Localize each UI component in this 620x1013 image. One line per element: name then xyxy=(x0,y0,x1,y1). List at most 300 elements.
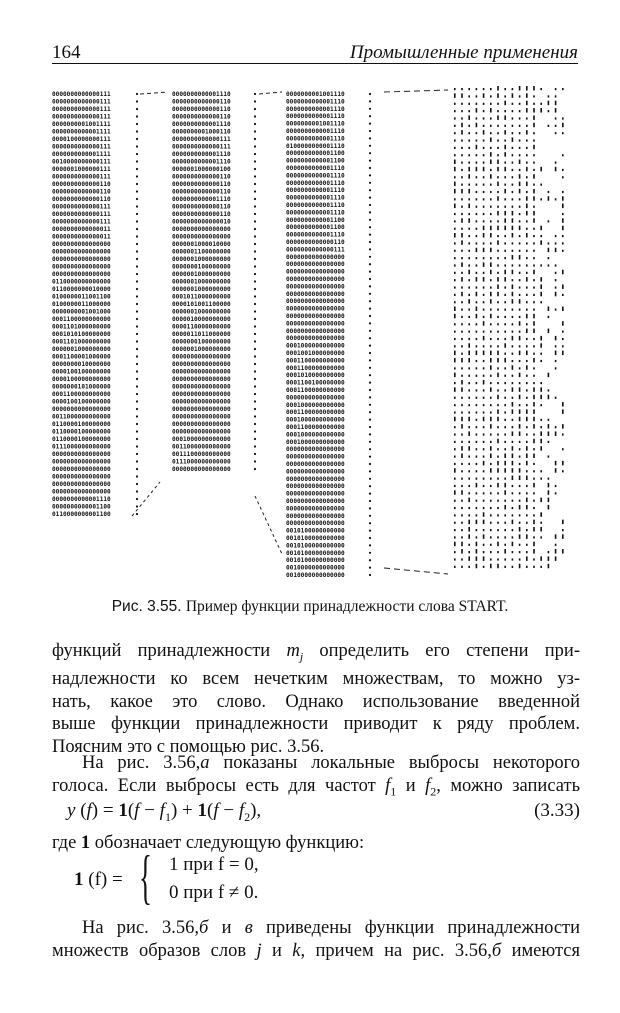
dot-mark xyxy=(497,558,499,560)
dot-mark xyxy=(461,490,463,495)
matrix-row: 0000000000000111 xyxy=(52,203,111,211)
dot-mark xyxy=(533,395,535,400)
dot-mark xyxy=(540,198,542,200)
matrix-row: 0011000000000000 xyxy=(172,443,231,451)
dot-mark xyxy=(468,294,470,296)
dot-mark xyxy=(533,184,535,186)
trailing-dot xyxy=(136,400,138,402)
dot-mark xyxy=(504,468,506,473)
dot-mark xyxy=(461,549,463,554)
dot-mark xyxy=(519,169,521,171)
matrix-row: 0000000000001111 xyxy=(52,151,111,158)
dot-mark xyxy=(533,338,535,340)
dot-mark xyxy=(519,522,521,524)
matrix-row: 0000100100000000 xyxy=(52,398,111,406)
dot-mark xyxy=(483,117,485,119)
dot-mark xyxy=(461,147,463,149)
trailing-dot xyxy=(254,138,256,140)
dot-mark xyxy=(526,167,528,172)
dot-mark xyxy=(548,498,550,503)
trailing-dot xyxy=(369,174,371,176)
dot-mark xyxy=(497,182,499,187)
dot-mark xyxy=(548,101,550,106)
dot-mark xyxy=(483,351,485,356)
trailing-dot xyxy=(369,285,371,287)
dot-mark xyxy=(533,169,535,171)
dot-mark xyxy=(526,257,528,259)
dot-mark xyxy=(454,233,456,238)
dot-mark xyxy=(540,343,542,348)
trailing-dot xyxy=(369,189,371,191)
dot-mark xyxy=(454,279,456,281)
equation-number: (3.33) xyxy=(534,800,580,821)
dot-mark xyxy=(483,470,485,472)
dot-mark xyxy=(468,228,470,230)
dot-mark xyxy=(483,360,485,362)
dot-mark xyxy=(519,321,521,326)
dot-mark xyxy=(454,167,456,172)
dot-mark xyxy=(497,160,499,165)
trailing-dot xyxy=(254,205,256,207)
dot-mark xyxy=(519,299,521,304)
dot-mark xyxy=(497,536,499,538)
dot-mark xyxy=(483,198,485,200)
dot-mark xyxy=(512,441,514,443)
trailing-dot xyxy=(254,115,256,117)
dot-mark xyxy=(483,520,485,525)
matrix-row: 0110000000000000 xyxy=(52,278,111,286)
dot-mark xyxy=(548,505,550,510)
trailing-dot xyxy=(254,123,256,125)
matrix-row: 0000000000000110 xyxy=(286,239,345,246)
dot-mark xyxy=(490,125,492,127)
dot-mark xyxy=(504,448,506,450)
trailing-dot xyxy=(369,396,371,398)
trailing-dot xyxy=(369,337,371,339)
dot-mark xyxy=(504,514,506,516)
dot-mark xyxy=(540,235,542,237)
matrix-row: 0000000000000000 xyxy=(286,253,345,261)
dot-mark xyxy=(548,456,550,458)
dot-mark xyxy=(533,309,535,311)
dot-mark xyxy=(555,492,557,494)
dot-mark xyxy=(512,476,514,481)
dot-mark xyxy=(504,242,506,244)
dot-mark xyxy=(519,404,521,406)
dot-mark xyxy=(512,154,514,156)
dot-mark xyxy=(562,88,564,90)
dot-mark xyxy=(540,277,542,282)
matrix-row: 0001100000000000 xyxy=(286,409,345,417)
dot-mark xyxy=(476,206,478,208)
dot-mark xyxy=(519,206,521,208)
trailing-dot xyxy=(254,250,256,252)
dot-mark xyxy=(533,196,535,201)
dot-mark xyxy=(512,529,514,531)
dot-mark xyxy=(519,527,521,532)
matrix-row: 0000000000000110 xyxy=(172,106,231,113)
dot-mark xyxy=(454,529,456,531)
dot-mark xyxy=(512,284,514,289)
dot-mark xyxy=(548,395,550,400)
dot-mark xyxy=(512,551,514,553)
dot-mark xyxy=(476,235,478,237)
dot-mark xyxy=(476,529,478,531)
trailing-dot xyxy=(254,235,256,237)
dot-mark xyxy=(476,441,478,443)
matrix-row: 0000000000000110 xyxy=(172,113,231,121)
dot-mark xyxy=(526,426,528,428)
dot-mark xyxy=(555,345,557,347)
matrix-column-3 xyxy=(286,91,371,579)
dot-mark xyxy=(461,184,463,186)
dot-mark xyxy=(533,321,535,326)
dot-mark xyxy=(454,558,456,560)
dot-mark xyxy=(526,228,528,230)
dot-mark xyxy=(512,292,514,297)
paragraph-4-line-1: На рис. 3.56,б и в приведены функции принадлежности xyxy=(82,918,581,938)
dot-mark xyxy=(490,242,492,244)
dot-mark xyxy=(526,556,528,561)
dot-mark xyxy=(483,103,485,105)
dot-mark xyxy=(454,132,456,134)
dot-mark xyxy=(562,338,564,340)
dot-mark xyxy=(454,387,456,392)
dot-mark xyxy=(461,417,463,422)
dot-mark xyxy=(519,456,521,458)
dot-mark xyxy=(533,286,535,288)
dot-mark xyxy=(483,411,485,413)
dot-mark xyxy=(504,558,506,560)
trailing-dot xyxy=(254,220,256,222)
dot-mark xyxy=(548,220,550,222)
dot-mark xyxy=(468,257,470,259)
dot-mark xyxy=(454,448,456,450)
matrix-row: 0001010100000000 xyxy=(52,331,111,338)
trailing-dot xyxy=(369,559,371,561)
dot-mark xyxy=(512,88,514,90)
matrix-row: 0000000000000110 xyxy=(52,181,111,188)
dot-mark xyxy=(490,88,492,90)
dot-mark xyxy=(483,404,485,406)
dot-mark xyxy=(540,167,542,172)
dot-mark xyxy=(519,395,521,400)
dot-mark xyxy=(548,110,550,112)
trailing-dot xyxy=(254,393,256,395)
matrix-row: 0001100001000000 xyxy=(52,353,111,361)
dot-mark xyxy=(540,336,542,341)
dot-mark xyxy=(548,478,550,480)
dot-mark xyxy=(555,468,557,473)
dot-mark xyxy=(483,130,485,135)
dot-mark xyxy=(490,137,492,142)
dot-mark xyxy=(497,331,499,333)
dot-mark xyxy=(526,147,528,149)
dot-mark xyxy=(540,264,542,266)
dot-mark xyxy=(454,426,456,428)
matrix-row: 0000000000000111 xyxy=(52,98,111,106)
dot-mark xyxy=(461,292,463,297)
dot-mark xyxy=(562,123,564,128)
dot-mark xyxy=(454,286,456,288)
dot-mark xyxy=(526,272,528,274)
dot-mark xyxy=(526,476,528,481)
dot-mark xyxy=(526,182,528,187)
trailing-dot xyxy=(136,348,138,350)
dot-mark xyxy=(519,242,521,244)
dot-mark xyxy=(504,490,506,495)
dot-mark xyxy=(454,351,456,356)
matrix-row: 0000000000000000 xyxy=(286,461,345,468)
matrix-row: 0001100000000000 xyxy=(286,424,345,431)
trailing-dot xyxy=(369,507,371,509)
dot-mark xyxy=(526,309,528,311)
trailing-dot xyxy=(369,345,371,347)
dot-mark xyxy=(454,307,456,312)
dot-mark xyxy=(533,95,535,97)
matrix-row: 0000000000000111 xyxy=(52,106,111,113)
dot-mark xyxy=(519,382,521,384)
dot-mark xyxy=(454,522,456,524)
dot-mark xyxy=(490,536,492,538)
trailing-dot xyxy=(369,241,371,243)
dot-mark xyxy=(490,286,492,288)
dot-mark xyxy=(490,262,492,267)
dot-mark xyxy=(490,220,492,222)
matrix-row: 0000000000000000 xyxy=(52,271,111,278)
dot-mark xyxy=(454,228,456,230)
dot-mark xyxy=(468,520,470,525)
dot-mark xyxy=(468,250,470,252)
dot-mark xyxy=(490,404,492,406)
dot-mark xyxy=(454,250,456,252)
dot-mark xyxy=(461,277,463,282)
trailing-dot xyxy=(136,468,138,470)
dot-mark xyxy=(504,544,506,546)
dot-mark xyxy=(497,132,499,134)
dot-mark xyxy=(490,454,492,459)
dot-mark xyxy=(483,529,485,531)
dot-mark xyxy=(468,338,470,340)
dot-mark xyxy=(533,558,535,560)
dot-mark xyxy=(519,309,521,311)
trailing-dot xyxy=(369,322,371,324)
trailing-dot xyxy=(369,544,371,546)
dot-mark xyxy=(504,331,506,333)
dot-mark xyxy=(468,132,470,134)
dot-mark xyxy=(526,505,528,510)
dot-mark xyxy=(512,387,514,392)
trailing-dot xyxy=(369,278,371,280)
matrix-row: 0000000000000000 xyxy=(52,451,111,458)
dot-mark xyxy=(468,103,470,105)
dot-mark xyxy=(504,294,506,296)
dot-mark xyxy=(476,242,478,244)
dot-mark xyxy=(555,426,557,428)
dot-mark xyxy=(476,191,478,193)
dot-mark xyxy=(512,226,514,231)
matrix-row: 0010100000000000 xyxy=(286,527,345,535)
dot-mark xyxy=(526,277,528,282)
dot-mark xyxy=(533,417,535,422)
dot-mark xyxy=(504,101,506,106)
dot-mark xyxy=(468,485,470,487)
dot-mark xyxy=(490,522,492,524)
matrix-row: 0000000000000000 xyxy=(286,276,345,283)
dot-mark xyxy=(483,167,485,172)
dot-mark xyxy=(454,536,456,538)
trailing-dot xyxy=(254,445,256,447)
dot-mark xyxy=(504,426,506,428)
dot-mark xyxy=(504,505,506,510)
dot-mark xyxy=(461,558,463,560)
matrix-row: 0000000000001110 xyxy=(172,158,231,166)
dot-mark xyxy=(483,397,485,399)
dot-mark xyxy=(483,345,485,347)
dot-mark xyxy=(555,108,557,113)
matrix-row: 0000000000000000 xyxy=(286,298,345,306)
matrix-row: 0001100000000000 xyxy=(52,391,111,398)
matrix-row: 0000001000000000 xyxy=(172,256,231,263)
dot-mark xyxy=(504,323,506,325)
matrix-row: 0000001000000000 xyxy=(52,346,111,353)
trailing-dot xyxy=(254,258,256,260)
caption-label: Рис. 3.55. xyxy=(111,598,186,615)
trailing-dot xyxy=(369,256,371,258)
header-rule xyxy=(52,63,578,64)
dot-mark xyxy=(526,433,528,435)
trailing-dot xyxy=(136,213,138,215)
dot-mark xyxy=(476,520,478,525)
dot-mark xyxy=(512,360,514,362)
dot-mark xyxy=(512,110,514,112)
dot-mark xyxy=(483,321,485,326)
matrix-row: 0000000000000110 xyxy=(52,188,111,196)
dot-mark xyxy=(490,108,492,113)
matrix-row: 0000000000000000 xyxy=(286,490,345,498)
dot-mark xyxy=(468,389,470,391)
dot-mark xyxy=(519,544,521,546)
dot-mark xyxy=(476,556,478,561)
dot-mark xyxy=(490,382,492,384)
dot-mark xyxy=(461,380,463,385)
dot-mark xyxy=(476,542,478,547)
dot-mark xyxy=(548,551,550,553)
dot-mark xyxy=(497,93,499,98)
dot-mark xyxy=(504,309,506,311)
dot-mark xyxy=(490,468,492,473)
dot-mark xyxy=(461,117,463,119)
dot-mark xyxy=(526,404,528,406)
membership-matrix-figure xyxy=(50,84,580,584)
dot-mark xyxy=(468,431,470,436)
trailing-dot xyxy=(369,219,371,221)
trailing-dot xyxy=(369,485,371,487)
trailing-dot xyxy=(369,404,371,406)
dot-mark xyxy=(490,257,492,259)
trailing-dot xyxy=(369,271,371,273)
connector-1-top xyxy=(140,92,168,94)
matrix-row: 0000000000000000 xyxy=(286,512,345,520)
dot-mark xyxy=(454,441,456,443)
dot-mark xyxy=(512,331,514,333)
trailing-dot xyxy=(369,522,371,524)
dot-mark xyxy=(512,103,514,105)
dot-mark xyxy=(555,286,557,288)
dot-mark xyxy=(548,490,550,495)
dot-mark xyxy=(540,512,542,517)
dot-mark xyxy=(526,351,528,356)
dot-mark xyxy=(533,358,535,363)
dot-mark xyxy=(504,270,506,275)
trailing-dot xyxy=(136,483,138,485)
dot-mark xyxy=(468,174,470,179)
dot-mark xyxy=(483,500,485,502)
dot-mark xyxy=(519,360,521,362)
matrix-row: 0000000000001110 xyxy=(286,187,345,195)
dot-mark xyxy=(461,358,463,363)
dot-mark xyxy=(490,551,492,553)
dot-mark xyxy=(512,402,514,407)
dot-mark xyxy=(548,191,550,193)
dot-mark xyxy=(504,343,506,348)
dot-mark xyxy=(497,468,499,473)
running-title: Промышленные применения xyxy=(349,42,578,63)
dot-mark xyxy=(483,242,485,244)
dot-mark xyxy=(468,125,470,127)
dot-mark xyxy=(468,426,470,428)
dot-mark xyxy=(504,211,506,216)
dot-mark xyxy=(497,522,499,524)
dot-mark xyxy=(461,367,463,369)
dot-mark xyxy=(454,338,456,340)
matrix-row: 0000000000000000 xyxy=(286,505,345,513)
trailing-dot xyxy=(254,325,256,327)
indicator-function-definition xyxy=(70,844,370,914)
dot-mark xyxy=(461,375,463,377)
dot-mark xyxy=(483,93,485,98)
matrix-row: 0000000000001110 xyxy=(286,113,345,121)
dot-mark xyxy=(548,556,550,561)
trailing-dot xyxy=(369,182,371,184)
dot-mark xyxy=(504,397,506,399)
dot-mark xyxy=(504,301,506,303)
trailing-dot xyxy=(254,243,256,245)
dot-mark xyxy=(512,520,514,525)
dot-mark xyxy=(533,218,535,223)
dot-mark xyxy=(490,95,492,97)
dot-mark xyxy=(533,402,535,407)
dot-mark xyxy=(504,286,506,288)
dot-mark xyxy=(562,307,564,312)
dot-mark xyxy=(483,294,485,296)
dot-mark xyxy=(548,264,550,266)
dot-mark xyxy=(512,492,514,494)
dot-mark xyxy=(461,240,463,245)
dot-mark xyxy=(476,426,478,428)
dot-mark xyxy=(476,167,478,172)
trailing-dot xyxy=(369,137,371,139)
dot-mark xyxy=(533,345,535,347)
dot-mark xyxy=(497,257,499,259)
trailing-dot xyxy=(254,273,256,275)
dot-mark xyxy=(512,468,514,473)
dot-mark xyxy=(526,522,528,524)
dot-mark xyxy=(497,211,499,216)
dot-mark xyxy=(512,382,514,384)
dot-mark xyxy=(548,389,550,391)
dot-mark xyxy=(519,492,521,494)
